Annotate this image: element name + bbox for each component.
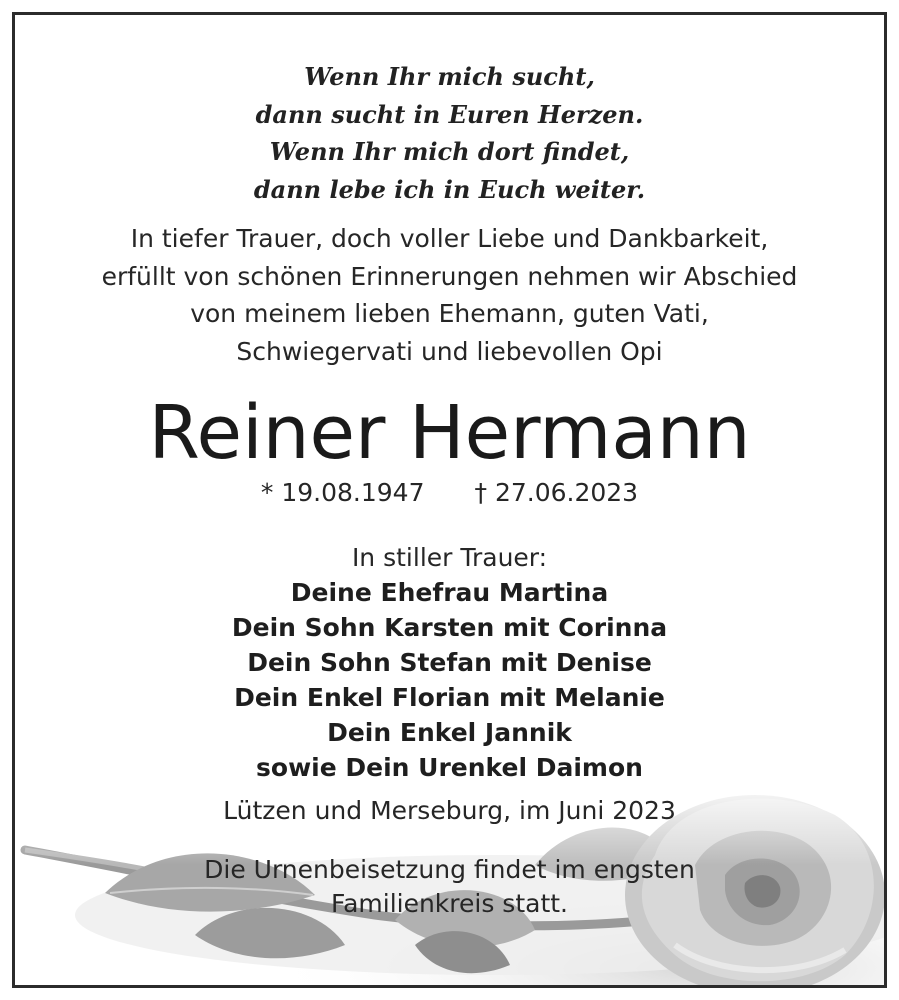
birth-date: * 19.08.1947 bbox=[260, 478, 425, 507]
obituary-frame bbox=[12, 12, 887, 988]
intro-line: von meinem lieben Ehemann, guten Vati, bbox=[190, 299, 709, 328]
burial-line: Familienkreis statt. bbox=[330, 889, 569, 918]
intro-text bbox=[15, 220, 884, 370]
deceased-name: Reiner Hermann bbox=[148, 390, 751, 476]
place-date: Lützen und Merseburg, im Juni 2023 bbox=[223, 796, 676, 825]
burial-note bbox=[15, 853, 884, 921]
burial-line: Die Urnenbeisetzung findet im engsten bbox=[204, 855, 695, 884]
mourner-name: Deine Ehefrau Martina bbox=[290, 578, 609, 607]
poem-line: Wenn Ihr mich sucht, bbox=[304, 62, 595, 91]
mourner-name: Dein Sohn Karsten mit Corinna bbox=[231, 613, 668, 642]
poem-block bbox=[15, 58, 884, 208]
intro-line: In tiefer Trauer, doch voller Liebe und Dankbarkeit, bbox=[130, 224, 769, 253]
death-date: † 27.06.2023 bbox=[474, 478, 639, 507]
life-dates bbox=[15, 475, 884, 511]
poem-line: dann sucht in Euren Herzen. bbox=[255, 99, 644, 129]
poem-line: Wenn Ihr mich dort findet, bbox=[269, 137, 630, 166]
mourner-name: Dein Sohn Stefan mit Denise bbox=[247, 648, 652, 677]
mourners-label: In stiller Trauer: bbox=[351, 543, 548, 572]
intro-line: Schwiegervati und liebevollen Opi bbox=[236, 336, 663, 366]
mourner-name: Dein Enkel Jannik bbox=[327, 718, 572, 747]
intro-line: erfüllt von schönen Erinnerungen nehmen wir Abschied bbox=[101, 261, 798, 291]
poem-line: dann lebe ich in Euch weiter. bbox=[253, 174, 646, 204]
mourner-name: Dein Enkel Florian mit Melanie bbox=[234, 683, 665, 712]
mourner-name: sowie Dein Urenkel Daimon bbox=[256, 753, 643, 782]
mourners-list bbox=[15, 575, 884, 785]
